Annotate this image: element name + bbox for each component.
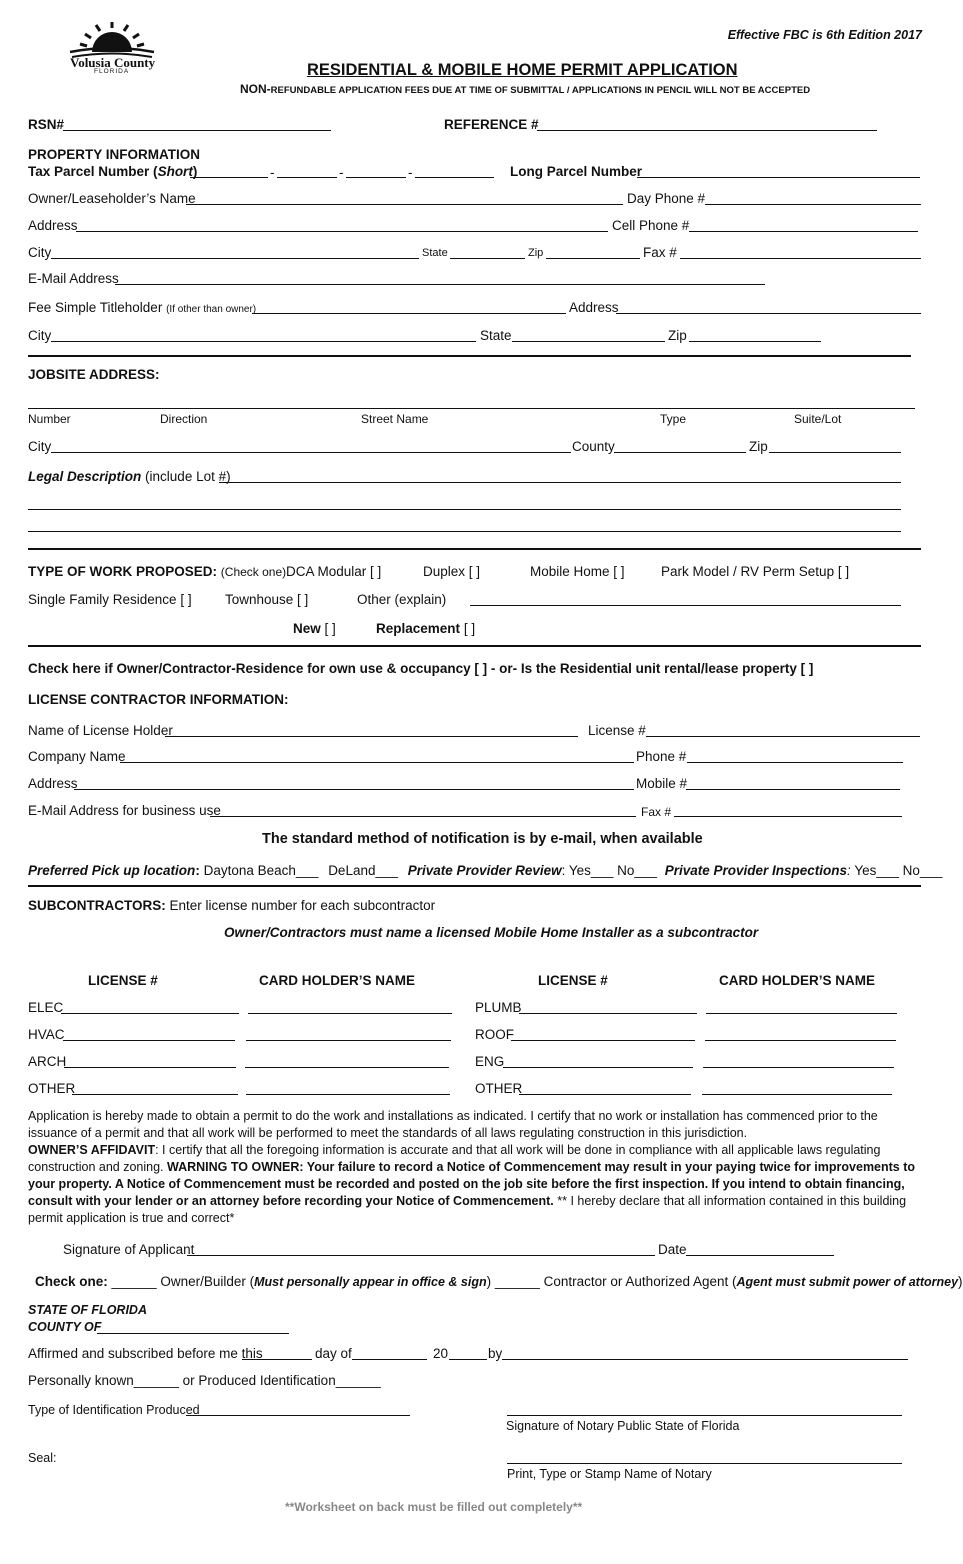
state-field[interactable] xyxy=(450,258,525,259)
notary-print-label: Print, Type or Stamp Name of Notary xyxy=(507,1467,712,1481)
agent-close: ) xyxy=(958,1274,963,1289)
declaration-text: ** I hereby declare that all information contained in this building permit application is true and correct* xyxy=(28,1194,907,1225)
logo-text: Volusia County xyxy=(70,55,156,70)
cell-phone-field[interactable] xyxy=(689,231,918,232)
trade-eng-label: ENG xyxy=(475,1054,505,1069)
tax-parcel-dash-1: - xyxy=(270,165,275,180)
logo-subtext: FLORIDA xyxy=(94,68,130,75)
company-address-label: Address xyxy=(28,776,78,791)
subs-notice: Owner/Contractors must name a licensed Mobile Home Installer as a subcontractor xyxy=(224,925,759,940)
zip2-field[interactable] xyxy=(689,341,821,342)
jobsite-number-label: Number xyxy=(28,412,71,426)
rsn-label: RSN# xyxy=(28,117,65,132)
county-logo xyxy=(62,22,162,78)
day-of-label: day of xyxy=(315,1346,352,1361)
seal-label: Seal: xyxy=(28,1451,57,1465)
signature-date-field[interactable] xyxy=(686,1255,834,1256)
affirmed-day-field[interactable] xyxy=(242,1359,312,1360)
subs-heading-row xyxy=(28,898,435,913)
notary-county-label: COUNTY OF xyxy=(28,1320,102,1334)
trade-plumb-label: PLUMB xyxy=(475,1000,522,1015)
by-label: by xyxy=(488,1346,503,1361)
other-option-label: Other (explain) xyxy=(357,592,447,607)
notification-note: The standard method of notification is by e-mail, when available xyxy=(262,831,703,847)
long-parcel-field[interactable] xyxy=(637,177,920,178)
zip-field[interactable] xyxy=(546,258,640,259)
col-license-right: LICENSE # xyxy=(538,973,608,988)
replacement-checkbox[interactable]: [ ] xyxy=(463,621,476,636)
reference-field[interactable] xyxy=(537,130,877,131)
pickup-label: Preferred Pick up location xyxy=(28,863,196,878)
zip2-label: Zip xyxy=(668,328,687,343)
jobsite-zip-label: Zip xyxy=(749,439,768,454)
trade-elec-label: ELEC xyxy=(28,1000,64,1015)
city2-label: City xyxy=(28,328,52,343)
trade-roof-holder[interactable] xyxy=(705,1040,896,1041)
townhouse-option[interactable]: Townhouse [ ] xyxy=(225,592,309,607)
company-phone-field[interactable] xyxy=(687,762,903,763)
trade-arch-label: ARCH xyxy=(28,1054,67,1069)
trade-arch-license[interactable] xyxy=(64,1067,236,1068)
trade-hvac-label: HVAC xyxy=(28,1027,65,1042)
col-holder-right: CARD HOLDER’S NAME xyxy=(719,973,876,988)
contractor-heading: LICENSE CONTRACTOR INFORMATION: xyxy=(28,692,289,707)
day-phone-field[interactable] xyxy=(705,204,921,205)
long-parcel-label: Long Parcel Number xyxy=(510,164,643,179)
legal-note: (include Lot #) xyxy=(145,469,231,484)
work-check-one: (Check one) xyxy=(220,565,287,579)
owner-affidavit-label: OWNER’S AFFIDAVIT xyxy=(28,1143,156,1157)
pickup-row xyxy=(28,863,942,878)
city-label: City xyxy=(28,245,52,260)
work-heading-row xyxy=(28,564,286,579)
business-email-label: E-Mail Address for business use xyxy=(28,803,221,818)
state2-label: State xyxy=(480,328,512,343)
edition-note: Effective FBC is 6th Edition 2017 xyxy=(727,28,922,42)
owner-builder-note: Must personally appear in office & sign xyxy=(254,1275,487,1289)
legal-description-field-1[interactable] xyxy=(219,482,901,483)
page-title: RESIDENTIAL & MOBILE HOME PERMIT APPLICATION xyxy=(307,61,738,79)
trade-plumb-holder[interactable] xyxy=(706,1013,897,1014)
ppi-label: Private Provider Inspections xyxy=(664,863,848,878)
company-address-field[interactable] xyxy=(74,789,634,790)
city2-field[interactable] xyxy=(51,341,476,342)
address-field[interactable] xyxy=(76,231,608,232)
business-email-field[interactable] xyxy=(210,816,636,817)
license-number-label: License # xyxy=(588,723,646,738)
day-phone-label: Day Phone # xyxy=(627,191,706,206)
jobsite-county-label: County xyxy=(572,439,615,454)
jobsite-heading: JOBSITE ADDRESS: xyxy=(28,367,160,382)
legal-description-field-2[interactable] xyxy=(28,509,901,510)
tax-parcel-field-1[interactable] xyxy=(190,177,268,178)
notary-signature-field[interactable] xyxy=(507,1415,902,1416)
reference-label: REFERENCE # xyxy=(444,117,539,132)
year-prefix: 20 xyxy=(433,1346,449,1361)
pickup-daytona[interactable]: Daytona Beach___ xyxy=(203,863,319,878)
subtitle-rest: REFUNDABLE APPLICATION FEES DUE AT TIME OF SUBMITTAL / APPLICATIONS IN PENCIL WILL NOT BE ACCEPTED xyxy=(270,85,811,96)
company-mobile-label: Mobile # xyxy=(636,776,688,791)
trade-elec-holder[interactable] xyxy=(248,1013,452,1014)
jobsite-direction-label: Direction xyxy=(160,412,208,426)
mobile-home-option[interactable]: Mobile Home [ ] xyxy=(530,564,625,579)
contractor-agent-option[interactable]: ) ______ Contractor or Authorized Agent ( xyxy=(486,1274,737,1289)
company-name-label: Company Name xyxy=(28,749,126,764)
trade-elec-license[interactable] xyxy=(61,1013,239,1014)
tax-parcel-short: Short xyxy=(157,164,193,179)
jobsite-city-label: City xyxy=(28,439,52,454)
trade-other-left-holder[interactable] xyxy=(246,1094,450,1095)
company-phone-label: Phone # xyxy=(636,749,687,764)
new-label: New xyxy=(293,621,321,636)
personally-known-row[interactable]: Personally known______ or Produced Identification______ xyxy=(28,1373,381,1388)
legal-label: Legal Description xyxy=(28,469,142,484)
property-heading: PROPERTY INFORMATION xyxy=(28,147,201,162)
replacement-option[interactable] xyxy=(376,621,475,636)
license-holder-label: Name of License Holder xyxy=(28,723,173,738)
ppi-colon: : xyxy=(847,863,851,878)
page-subtitle xyxy=(240,82,810,96)
fee-address-field[interactable] xyxy=(616,313,921,314)
jobsite-city-field[interactable] xyxy=(51,452,571,453)
dca-modular-option[interactable]: DCA Modular [ ] xyxy=(286,564,382,579)
trade-other-right-license[interactable] xyxy=(519,1094,691,1095)
signature-applicant-field[interactable] xyxy=(187,1255,655,1256)
trade-hvac-holder[interactable] xyxy=(246,1040,451,1041)
trade-roof-label: ROOF xyxy=(475,1027,514,1042)
jobsite-county-field[interactable] xyxy=(614,452,746,453)
trade-other-right-label: OTHER xyxy=(475,1081,523,1096)
col-license-left: LICENSE # xyxy=(88,973,158,988)
fax-field[interactable] xyxy=(680,258,921,259)
tax-parcel-close: ) xyxy=(192,164,198,179)
affirmed-month-field[interactable] xyxy=(352,1359,427,1360)
trade-other-left-label: OTHER xyxy=(28,1081,76,1096)
id-type-label: Type of Identification Produced xyxy=(28,1403,200,1417)
subs-heading-note: Enter license number for each subcontractor xyxy=(169,898,436,913)
divider-4 xyxy=(28,885,921,887)
company-mobile-field[interactable] xyxy=(686,789,900,790)
park-model-option[interactable]: Park Model / RV Perm Setup [ ] xyxy=(661,564,850,579)
subs-heading: SUBCONTRACTORS: xyxy=(28,898,166,913)
notary-county-field[interactable] xyxy=(97,1333,289,1334)
email-label: E-Mail Address xyxy=(28,271,119,286)
replacement-label: Replacement xyxy=(376,621,461,636)
duplex-option[interactable]: Duplex [ ] xyxy=(423,564,481,579)
license-number-field[interactable] xyxy=(646,736,920,737)
company-name-field[interactable] xyxy=(120,762,634,763)
trade-roof-license[interactable] xyxy=(511,1040,695,1041)
notary-state: STATE OF FLORIDA xyxy=(28,1303,147,1317)
warning-to-owner: WARNING TO OWNER: Your failure to record a Notice of Commencement may result in your paying twice for improvements to your property. A Notice of Commencement must be recorded and posted on the job site before the first inspection. If you intend to obtain financing, consult with your lender or an attorney before recording your Notice of Commencement. xyxy=(28,1160,916,1208)
subtitle-lead: NON- xyxy=(240,82,271,96)
tax-parcel-field-2[interactable] xyxy=(277,177,337,178)
owner-name-label: Owner/Leaseholder’s Name xyxy=(28,191,196,206)
trade-plumb-license[interactable] xyxy=(519,1013,697,1014)
owner-name-field[interactable] xyxy=(186,204,623,205)
state2-field[interactable] xyxy=(512,341,665,342)
jobsite-type-label: Type xyxy=(660,412,687,426)
owner-builder-option[interactable]: ______ Owner/Builder ( xyxy=(107,1274,255,1289)
id-type-field[interactable] xyxy=(186,1415,410,1416)
new-option[interactable] xyxy=(293,621,336,636)
tax-parcel-text: Tax Parcel Number ( xyxy=(28,164,158,179)
fee-simple-note: (If other than owner) xyxy=(166,304,257,315)
signature-applicant-label: Signature of Applicant xyxy=(63,1242,195,1257)
fax-label: Fax # xyxy=(643,245,677,260)
license-holder-field[interactable] xyxy=(165,736,578,737)
rsn-field[interactable] xyxy=(63,130,331,131)
ppr-options[interactable]: : Yes___ No___ xyxy=(561,863,657,878)
jobsite-zip-field[interactable] xyxy=(769,452,901,453)
affirmed-by-field[interactable] xyxy=(502,1359,908,1360)
email-field[interactable] xyxy=(115,284,765,285)
owner-affidavit-text: : I certify that all the foregoing information is accurate and that all work will be done in compliance with all applicable laws regulating construction and zoning. xyxy=(28,1143,881,1174)
fee-simple-field[interactable] xyxy=(252,313,566,314)
affidavit-intro: Application is hereby made to obtain a permit to do the work and installations as indicated. I certify that no work or installation has commenced prior to the issuance of a permit and that all work will be performed to meet the standards of all laws regulating construction in this jurisdiction. xyxy=(28,1109,878,1140)
trade-arch-holder[interactable] xyxy=(245,1067,449,1068)
divider-2 xyxy=(28,548,921,550)
col-holder-left: CARD HOLDER’S NAME xyxy=(259,973,416,988)
ppi-options[interactable]: Yes___ No___ xyxy=(850,863,943,878)
signature-date-label: Date xyxy=(658,1242,687,1257)
notary-signature-label: Signature of Notary Public State of Florida xyxy=(506,1419,740,1433)
address-label: Address xyxy=(28,218,78,233)
cell-phone-label: Cell Phone # xyxy=(612,218,690,233)
state-label: State xyxy=(422,247,448,259)
single-family-option[interactable]: Single Family Residence [ ] xyxy=(28,592,192,607)
check-one-label: Check one: xyxy=(35,1274,108,1289)
tax-parcel-dash-3: - xyxy=(408,165,413,180)
zip-label: Zip xyxy=(528,247,544,259)
work-heading: TYPE OF WORK PROPOSED: xyxy=(28,564,218,579)
legal-description-label xyxy=(28,469,231,484)
tax-parcel-field-4[interactable] xyxy=(415,177,494,178)
affirmed-label: Affirmed and subscribed before me this xyxy=(28,1346,263,1361)
affirmed-year-field[interactable] xyxy=(449,1359,487,1360)
fee-address-label: Address xyxy=(569,300,619,315)
notary-print-field[interactable] xyxy=(507,1463,902,1464)
fee-simple-label xyxy=(28,300,256,315)
tax-parcel-dash-2: - xyxy=(339,165,344,180)
divider-1 xyxy=(28,355,911,357)
tax-parcel-label xyxy=(28,164,197,179)
divider-3 xyxy=(28,645,921,647)
affidavit-block xyxy=(28,1108,921,1227)
jobsite-suite-label: Suite/Lot xyxy=(794,412,842,426)
city-field[interactable] xyxy=(51,258,419,259)
legal-description-field-3[interactable] xyxy=(28,531,901,532)
company-fax-label: Fax # xyxy=(641,805,672,819)
pickup-deland[interactable]: DeLand___ xyxy=(328,863,399,878)
other-explain-field[interactable] xyxy=(470,605,901,606)
trade-other-left-license[interactable] xyxy=(72,1094,238,1095)
ppr-label: Private Provider Review xyxy=(407,863,562,878)
jobsite-street-label: Street Name xyxy=(361,412,429,426)
jobsite-address-field[interactable] xyxy=(28,408,915,409)
new-checkbox[interactable]: [ ] xyxy=(324,621,336,636)
trade-other-right-holder[interactable] xyxy=(702,1094,892,1095)
pickup-colon: : xyxy=(195,863,200,878)
fee-simple-text: Fee Simple Titleholder xyxy=(28,300,163,315)
owner-contractor-check[interactable]: Check here if Owner/Contractor-Residence for own use & occupancy [ ] - or- Is the Residential unit rental/lease property [ ] xyxy=(28,661,814,676)
company-fax-field[interactable] xyxy=(674,816,902,817)
trade-hvac-license[interactable] xyxy=(63,1040,235,1041)
trade-eng-holder[interactable] xyxy=(703,1067,894,1068)
check-one-row xyxy=(35,1274,963,1289)
tax-parcel-field-3[interactable] xyxy=(346,177,406,178)
footer-note: **Worksheet on back must be filled out completely** xyxy=(285,1500,583,1514)
agent-note: Agent must submit power of attorney xyxy=(736,1275,959,1289)
trade-eng-license[interactable] xyxy=(503,1067,693,1068)
